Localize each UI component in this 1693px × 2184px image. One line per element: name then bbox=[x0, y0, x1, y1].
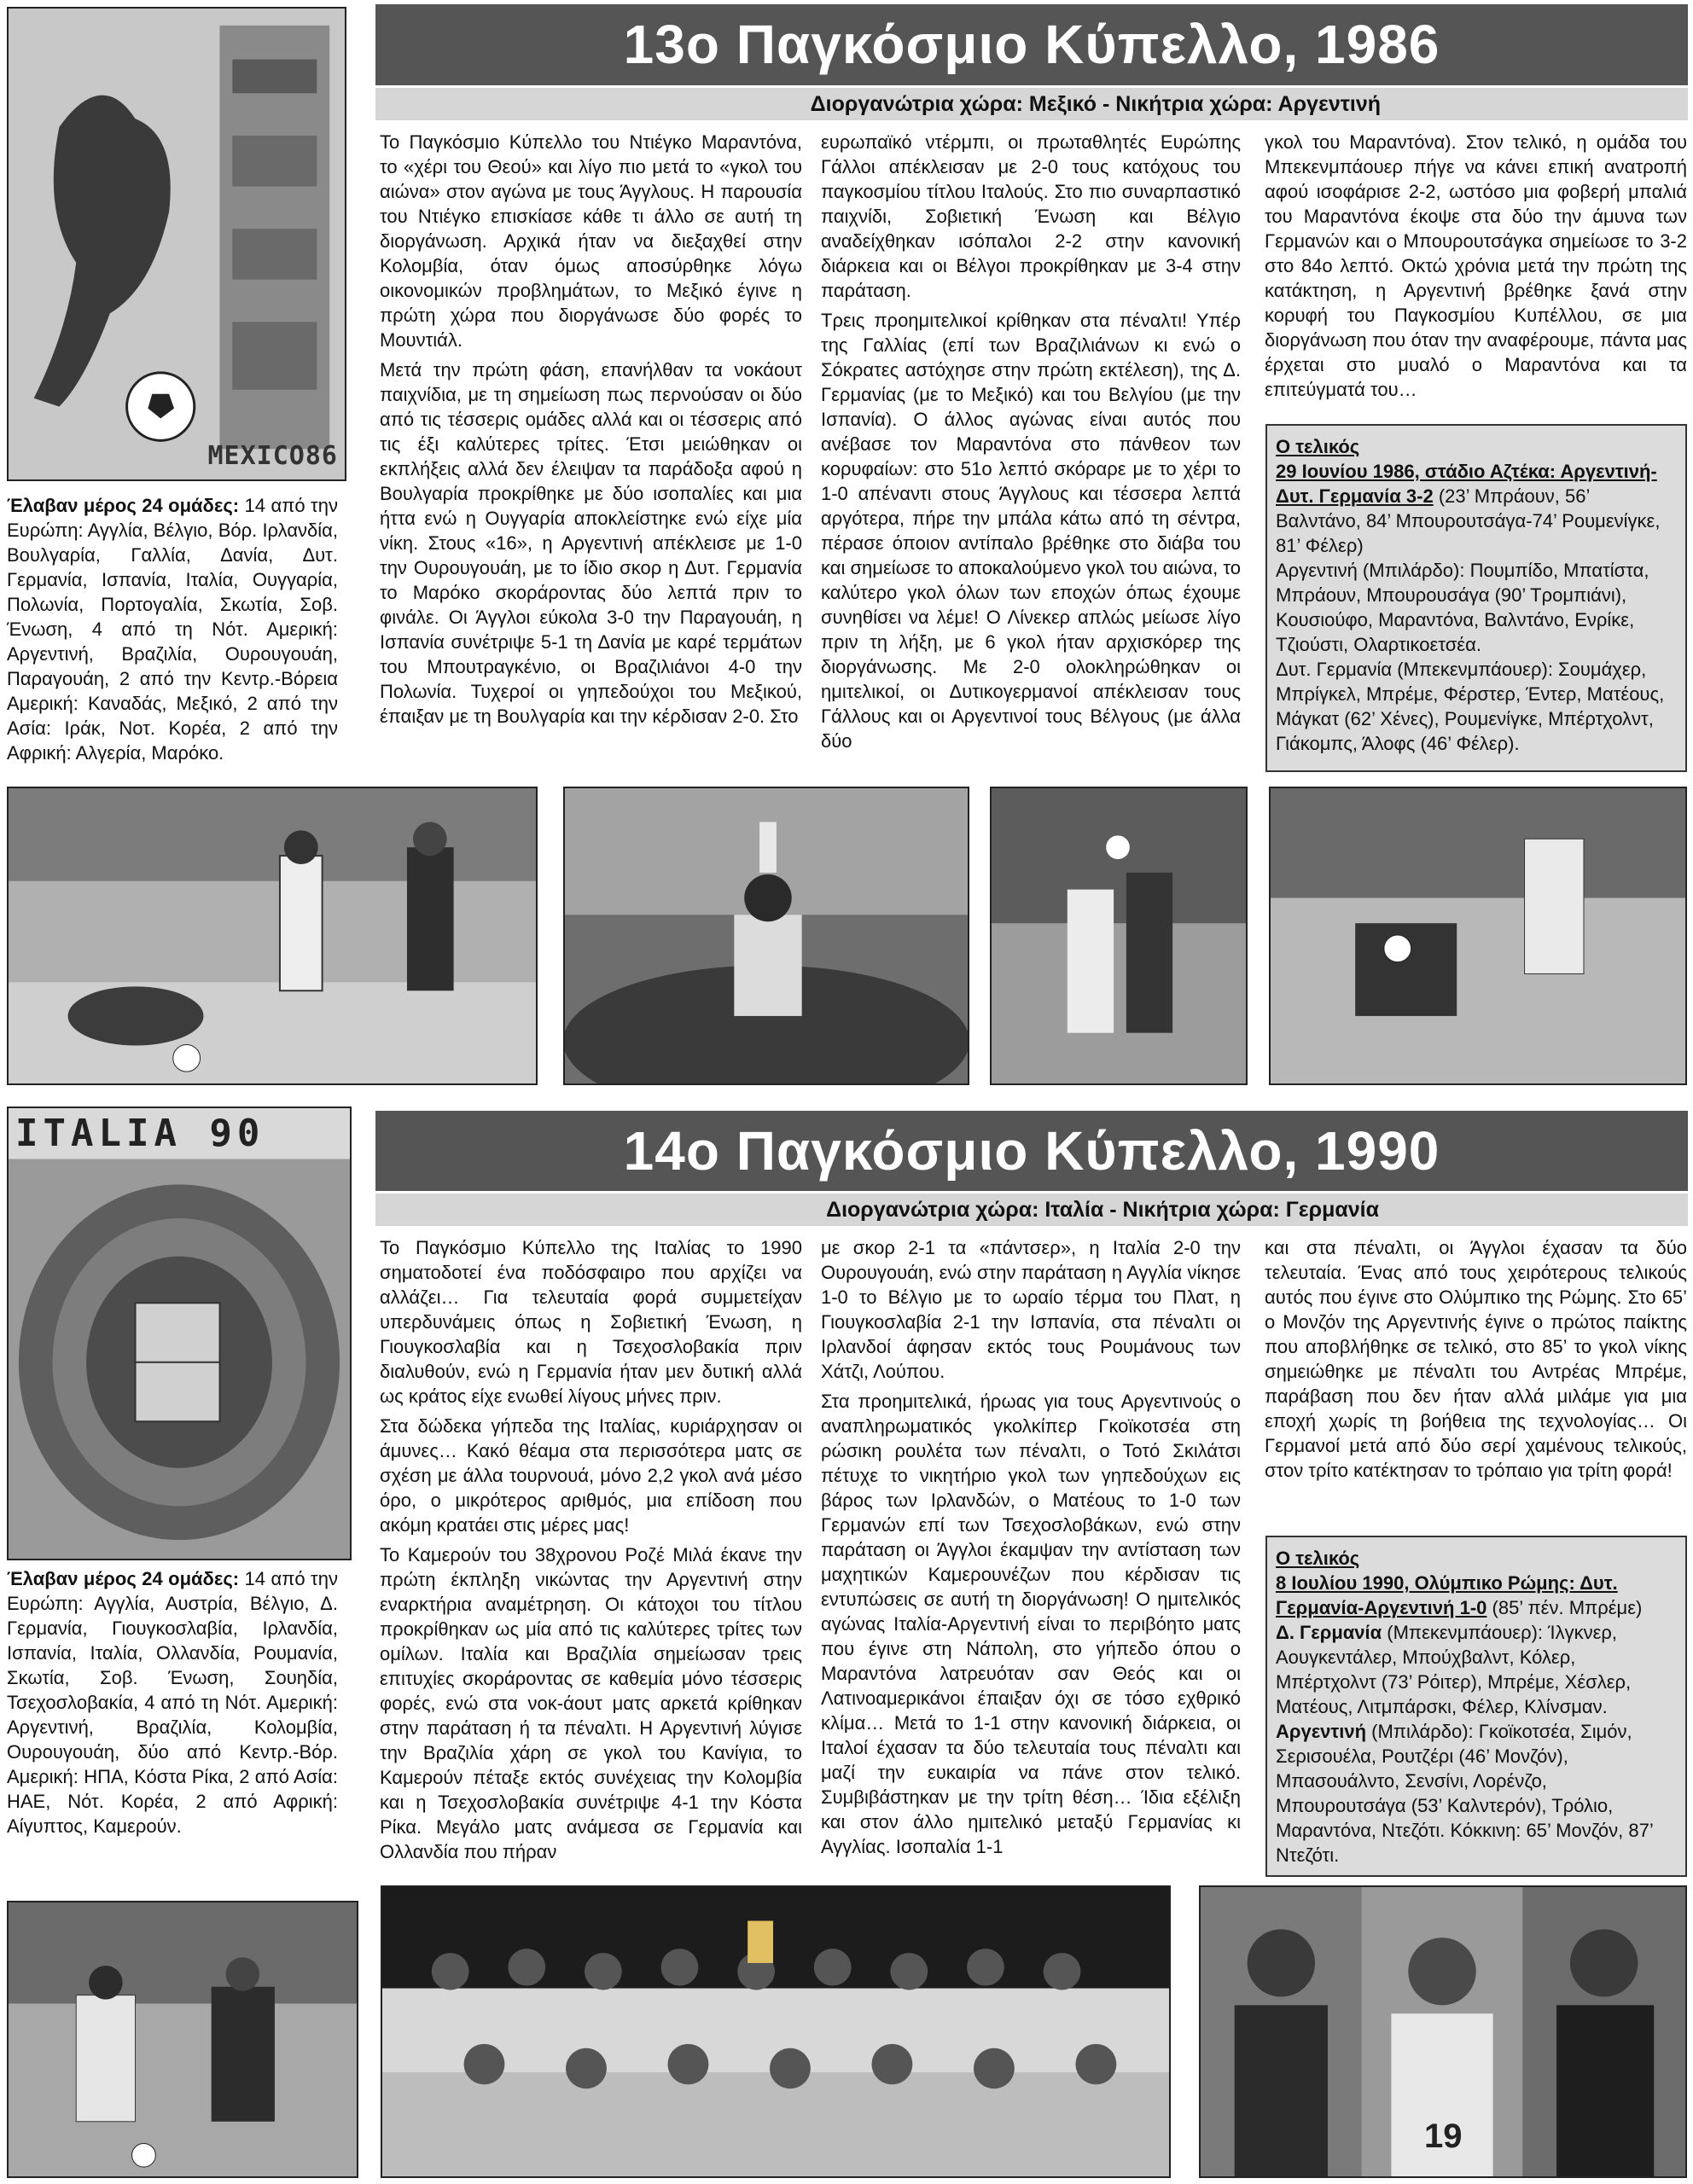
final-heading-1986: Ο τελικός bbox=[1276, 436, 1360, 457]
paragraph: Το Παγκόσμιο Κύπελλο της Ιταλίας το 1990 σηματοδοτεί ένα ποδόσφαιρο που αρχίζει να αλλάζει… Για τελευταία φορά συμμετείχαν υπερδυνάμεις όπως η Σοβιετική Ένωση, η Γιουγκοσλαβία και η Τσεχοσλοβακία πριν διαλυθούν, ενώ η Γερμανία ήταν μεν δυτική αλλά ως κράτος είχε ενωθεί λίγους μήνες πριν. bbox=[380, 1237, 802, 1407]
final-box-1990 bbox=[1265, 1536, 1687, 1877]
teams-text-1990: 14 από την Ευρώπη: Αγγλία, Αυστρία, Βέλγιο, Δ. Γερμανία, Γιουγκοσλαβία, Ιρλανδία, Ισπανία, Ιταλία, Ολλανδία, Ρουμανία, Σκωτία, Σοβ. Ένωση, Σουηδία, Τσεχοσλοβακία, 4 από τη Νότ. Αμερική: Αργεντινή, Βραζιλία, Κολομβία, Ουρουγουάη, δύο από Κεντρ.-Βόρ. Αμερική: ΗΠΑ, Κόστα Ρίκα, 2 από Ασία: ΗΑΕ, Νότ. Κορέα, 2 από Αφρική: Αίγυπτος, Καμερούν. bbox=[7, 1568, 338, 1837]
article-1990-col3 bbox=[1265, 1235, 1687, 1488]
photo-1986-match-action bbox=[7, 787, 538, 1085]
italia90-poster bbox=[7, 1107, 352, 1560]
final-team1-1986: Αργεντινή (Μπιλάρδο): Πουμπίδο, Μπατίστα, Μπράουν, Μπουρουσάγα (90’ Τρομπιάνι), Κουσιούφο, Μαραντόνα, Βαλντάνο, Ενρίκε, Τζιούστι, Ολαρτικοετσέα. bbox=[1276, 560, 1649, 655]
photo-1986-maradona-trophy bbox=[563, 787, 969, 1085]
article-1986-col2 bbox=[821, 130, 1241, 758]
final-team2-1986: Δυτ. Γερμανία (Μπεκενμπάουερ): Σουμάχερ, Μπρίγκελ, Μπρέμε, Φέρστερ, Έντερ, Ματέους, Μάγκατ (62’ Χένες), Ρουμενίγκε, Μπέρτχολντ, Γιάκομπς, Άλοφς (46’ Φέλερ). bbox=[1276, 659, 1665, 754]
article-1986-col1 bbox=[380, 130, 802, 734]
teams-1986 bbox=[7, 493, 338, 765]
photo-1990-players-portraits bbox=[1199, 1885, 1687, 2178]
mexico86-logo-text: MEXICO86 bbox=[207, 441, 338, 471]
final-team2-1990 bbox=[1276, 1719, 1677, 1867]
photo-1986-goal-shot bbox=[1269, 787, 1687, 1085]
photo-1986-hand-of-god bbox=[990, 787, 1248, 1085]
final-team1-lineup-1990: (Μπεκενμπάουερ): Ίλγκνερ, Αουγκεντάλερ, Μπούχβαλντ, Κόλερ, Μπέρτχολντ (73’ Ρόιτερ), Μπρέμε, Χέσλερ, Ματέους, Λιτμπάρσκι, Φέλερ, Κλίνσμαν. bbox=[1276, 1622, 1632, 1717]
final-team2-name-1990: Αργεντινή bbox=[1276, 1721, 1367, 1742]
final-result-1986 bbox=[1276, 459, 1677, 558]
final-team1-1990 bbox=[1276, 1620, 1677, 1719]
photo-1990-match-action bbox=[7, 1901, 358, 2178]
final-score-1990: 8 Ιουλίου 1990, Ολύμπικο Ρώμης: Δυτ. Γερμανία-Αργεντινή 1-0 bbox=[1276, 1572, 1618, 1618]
paragraph: Στα προημιτελικά, ήρωας για τους Αργεντινούς ο αναπληρωματικός γκολκίπερ Γκοϊκοτσέα στη ρώσικη ρουλέτα των πέναλτι, ο Τοτό Σκιλάτσι πέτυχε το νικητήριο γκολ των γηπεδούχων εις βάρος των Ιρλανδών, ο Ματέους το 1-0 των Γερμανών επί των Τσεχοσλοβάκων, ενώ στην παράταση οι Άγγλοι έκαμψαν την αντίσταση των μαχητικών Καμερουνέζων που κέρδισαν τις εντυπώσεις σε αυτή τη διοργάνωση! Ο ημιτελικός αγώνας Ιταλία-Αργεντινή είναι το περιβόητο ματς που έγινε στη Νάπολη, στο γήπεδο όπου ο Μαραντόνα λατρευόταν σαν Θεός και οι Λατινοαμερικάνοι έπαιξαν όχι σε τόσο εχθρικό κλίμα… Μετά το 1-1 στην κανονική διάρκεια, οι Ιταλοί έχασαν τα δύο τελευταία τους πέναλτι και μαζί την ευκαιρία να πάνε στον τελικό. Συμβιβάστηκαν με την τρίτη θέση… Ίδια εξέλιξη και στον άλλο ημιτελικό μεταξύ Γερμανίας κι Αγγλίας. Ισοπαλία 1-1 bbox=[821, 1391, 1241, 1857]
subtitle-1986: Διοργανώτρια χώρα: Μεξικό - Νικήτρια χώρα: Αργεντινή bbox=[375, 88, 1688, 120]
final-team1-name-1990: Δ. Γερμανία bbox=[1276, 1622, 1382, 1643]
paragraph: ευρωπαϊκό ντέρμπι, οι πρωταθλητές Ευρώπης Γάλλοι απέκλεισαν με 2-0 τους κατόχους του παγκοσμίου τίτλου Ιταλούς. Στο πιο συναρπαστικό παιχνίδι, Σοβιετική Ένωση και Βέλγιο αναδείχθηκαν ισόπαλοι 2-2 στην κανονική διάρκεια και οι Βέλγοι προκρίθηκαν με 3-4 στην παράταση. bbox=[821, 131, 1241, 301]
final-team2-lineup-1990: (Μπιλάρδο): Γκοϊκοτσέα, Σιμόν, Σερισουέλα, Ρουτζέρι (46’ Μονζόν), Μπασουάλντο, Σενσίνι, Λορένζο, Μπουρουτσάγα (53’ Καλντερόν), Τρόλιο, Μαραντόνα, Ντεζότι. Κόκκινη: 65’ Μονζόν, 87’ Ντεζότι. bbox=[1276, 1721, 1653, 1866]
title-1990: 14ο Παγκόσμιο Κύπελλο, 1990 bbox=[375, 1111, 1688, 1191]
paragraph: με σκορ 2-1 τα «πάντσερ», η Ιταλία 2-0 την Ουρουγουάη, ενώ στην παράταση η Αγγλία νίκησε 1-0 το Βέλγιο με το ωραίο τέρμα του Πλατ, η Γιουγκοσλαβία 2-1 την Ισπανία, στα πέναλτι οι Ιρλανδοί άφησαν εκτός τους Ρουμάνους των Χάτζι, Λούπου. bbox=[821, 1237, 1241, 1382]
final-box-1986 bbox=[1265, 424, 1687, 772]
jersey-number: 19 bbox=[1424, 2117, 1463, 2155]
paragraph: Το Καμερούν του 38χρονου Ροζέ Μιλά έκανε την πρώτη έκπληξη νικώντας την Αργεντινή στην εναρκτήρια αναμέτρηση. Οι κάτοχοι του τίτλου προκρίθηκαν ως μία από τις καλύτερες τρίτες των ομίλων. Ιταλία και Βραζιλία σημείωσαν τρεις επιτυχίες σκοράροντας σε καθεμία μόνο τέσσερις φορές, ενώ στα νοκ-άουτ ματς αρκετά κρίθηκαν στην παράταση ή τα πέναλτι. Η Αργεντινή λύγισε την Βραζιλία χάρη σε γκολ του Κανίγια, το Καμερούν πέταξε εκτός συνέχειας την Κολομβία και η Τσεχοσλοβακία συνέτριψε 4-1 την Κόστα Ρίκα. Μεγάλο ματς ανάμεσα σε Γερμανία και Ολλανδία που πήραν bbox=[380, 1544, 802, 1862]
paragraph: και στα πέναλτι, οι Άγγλοι έχασαν τα δύο τελευταία. Ένας από τους χειρότερους τελικούς αυτός που έγινε στο Ολύμπικο της Ρώμης. Στο 65’ ο Μονζόν της Αργεντινής έγινε ο πρώτος παίκτης που αποβλήθηκε σε τελικό, στο 85’ το γκολ νίκης σημειώθηκε με πέναλτι του Αντρέας Μπρέμε, παράβαση που δεν ήταν αλλά μιλάμε για μια εποχή χωρίς τη βοήθεια της τεχνολογίας… Οι Γερμανοί μετά από δύο σερί χαμένους τελικούς, στον τρίτο κατέκτησαν το τρόπαιο για τρίτη φορά! bbox=[1265, 1237, 1687, 1481]
article-1990-col1 bbox=[380, 1235, 802, 1869]
teams-1990 bbox=[7, 1566, 338, 1838]
paragraph: Στα δώδεκα γήπεδα της Ιταλίας, κυριάρχησαν οι άμυνες… Κακό θέαμα στα περισσότερα ματς σε σχέση με άλλα τουρνουά, μόνο 2,2 γκολ ανά μέσο όρο, ο μικρότερος αριθμός, μια επίδοση που ακόμη κρατάει στις μέρες μας! bbox=[380, 1415, 802, 1536]
final-result-1990 bbox=[1276, 1571, 1677, 1620]
paragraph: Το Παγκόσμιο Κύπελλο του Ντιέγκο Μαραντόνα, το «χέρι του Θεού» και λίγο πιο μετά το «γκολ του αιώνα» στον αγώνα με τους Άγγλους. Η παρουσία του Ντιέγκο επισκίασε κάθε τι άλλο σε αυτή τη διοργάνωση. Αρχικά ήταν να διεξαχθεί στην Κολομβία, όταν όμως αποσύρθηκε λόγω οικονομικών προβλημάτων, το Μεξικό έγινε η πρώτη χώρα που διοργάνωσε δύο φορές το Μουντιάλ. bbox=[380, 131, 802, 351]
italia90-logo-text: ITALIA 90 bbox=[15, 1112, 265, 1155]
teams-label-1986: Έλαβαν μέρος 24 ομάδες: bbox=[7, 495, 240, 516]
article-1990-col2 bbox=[821, 1235, 1241, 1864]
final-score-1986: 29 Ιουνίου 1986, στάδιο Αζτέκα: Αργεντινή-Δυτ. Γερμανία 3-2 bbox=[1276, 461, 1657, 507]
photo-1990-germany-team-celebration bbox=[381, 1885, 1171, 2178]
final-scorers-1990: (85’ πέν. Μπρέμε) bbox=[1486, 1597, 1643, 1618]
teams-label-1990: Έλαβαν μέρος 24 ομάδες: bbox=[7, 1568, 240, 1589]
title-1986: 13ο Παγκόσμιο Κύπελλο, 1986 bbox=[375, 4, 1688, 85]
teams-text-1986: 14 από την Ευρώπη: Αγγλία, Βέλγιο, Βόρ. Ιρλανδία, Βουλγαρία, Γαλλία, Δανία, Δυτ. Γερμανία, Ισπανία, Ιταλία, Ουγγαρία, Πολωνία, Πορτογαλία, Σκωτία, Σοβ. Ένωση, 4 από τη Νότ. Αμερική: Αργεντινή, Βραζιλία, Ουρουγουάη, Παραγουάη, 2 από την Κεντρ.-Βόρεια Αμερική: Καναδάς, Μεξικό, 2 από την Ασία: Ιράκ, Νοτ. Κορέα, 2 από την Αφρική: Αλγερία, Μαρόκο. bbox=[7, 495, 338, 764]
article-1986-col3 bbox=[1265, 130, 1687, 407]
subtitle-1990: Διοργανώτρια χώρα: Ιταλία - Νικήτρια χώρα: Γερμανία bbox=[375, 1194, 1688, 1226]
paragraph: γκολ του Μαραντόνα). Στον τελικό, η ομάδα του Μπεκενμπάουερ πήγε να κάνει επική ανατροπή αφού ισοφάρισε 2-2, ωστόσο μια φοβερή μπαλιά του Μαραντόνα έκοψε στα δύο την άμυνα των Γερμανών και ο Μπουρουτσάγκα σημείωσε το 3-2 στο 84ο λεπτό. Οκτώ χρόνια μετά την πρώτη της κατάκτηση, η Αργεντινή βρέθηκε ξανά στην κορυφή του Παγκοσμίου Κυπέλλου, σε μια διοργάνωση που όταν την αναφέρουμε, πάντα μας έρχεται στο μυαλό ο Μαραντόνα και τα επιτεύγματά του… bbox=[1265, 131, 1687, 400]
final-scorers-1986: (23’ Μπράουν, 56’ Βαλντάνο, 84’ Μπουρουτσάγα-74’ Ρουμενίγκε, 81’ Φέλερ) bbox=[1276, 485, 1661, 556]
final-heading-1990: Ο τελικός bbox=[1276, 1548, 1360, 1569]
paragraph: Μετά την πρώτη φάση, επανήλθαν τα νοκάουτ παιχνίδια, με τη σημείωση πως περνούσαν οι δύο από τις τέσσερις ομάδες αλλά και οι τέσσερις από τις έξι καλύτερες τρίτες. Έτσι μειώθηκαν οι εκπλήξεις αλλά δεν έλειψαν τα παράδοξα αφού η Βουλγαρία προκρίθηκε με δύο ισοπαλίες και μια ήττα ενώ η Ουγγαρία αποκλείστηκε ενώ είχε μία νίκη. Στους «16», η Αργεντινή απέκλεισε με 1-0 την Ουρουγουάη, με το ίδιο σκορ η Δυτ. Γερμανία το Μαρόκο σκοράροντας δύο λεπτά πριν το φινάλε. Οι Άγγλοι εύκολα 3-0 την Παραγουάη, η Ισπανία συνέτριψε 5-1 τη Δανία με καρέ τερμάτων του Μπουτραγκένιο, οι Βραζιλιάνοι 4-0 την Πολωνία. Τυχεροί οι γηπεδούχοι του Μεξικού, έπαιξαν με τη Βουλγαρία και την κέρδισαν 2-0. Στο bbox=[380, 359, 802, 727]
paragraph: Τρεις προημιτελικοί κρίθηκαν στα πέναλτι! Υπέρ της Γαλλίας (επί των Βραζιλιάνων κι ενώ ο Σόκρατες αστόχησε στην πρώτη εκτέλεση), της Δ. Γερμανίας (με το Μεξικό) και του Βελγίου (με την Ισπανία). Ο άλλος αγώνας είναι αυτός που ανέβασε τον Μαραντόνα στο πάνθεον των κορυφαίων: στο 51ο λεπτό σκόραρε με το χέρι το 1-0 απέναντι στους Άγγλους και τέσσερα λεπτά αργότερα, πήρε την μπάλα κάτω από τη σέντρα, πέρασε όποιον αντίπαλο βρέθηκε στο διάβα του και σημείωσε το αποκαλούμενο γκολ του αιώνα, το καλύτερο γκολ όλων των εποχών όπως έχουμε συνηθίσει να λέμε! Ο Λίνεκερ απλώς μείωσε λίγο πριν τη λήξη, με 6 γκολ ήταν αρχισκόρερ της διοργάνωσης. Με 2-0 ολοκληρώθηκαν οι ημιτελικοί, οι Δυτικογερμανοί απέκλεισαν τους Γάλλους και οι Αργεντινοί τους Βέλγους (με άλλα δύο bbox=[821, 310, 1241, 752]
mexico86-poster bbox=[7, 7, 346, 481]
